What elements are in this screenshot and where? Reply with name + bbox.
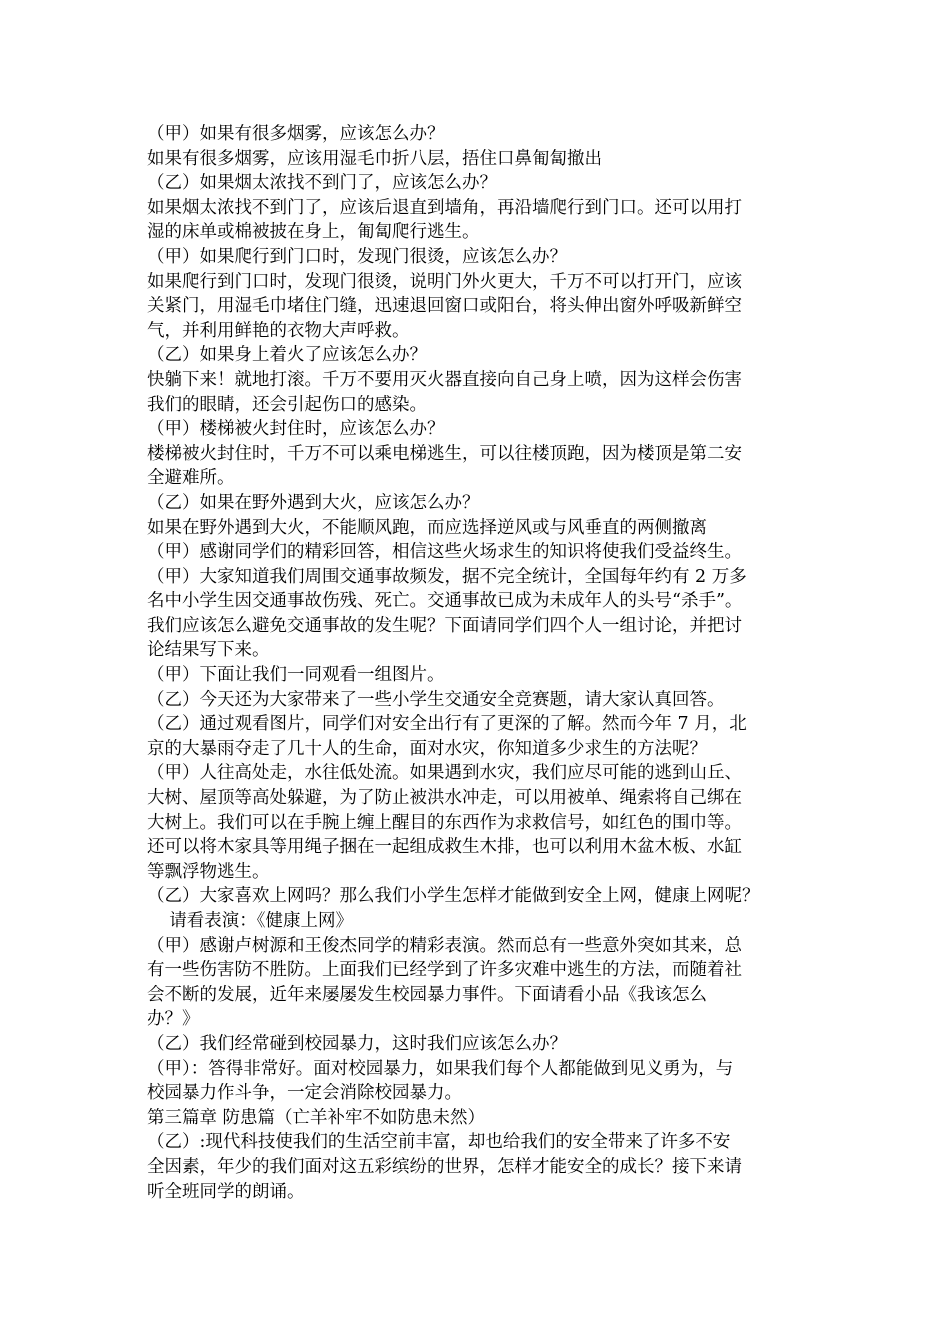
text-line: （乙）通过观看图片，同学们对安全出行有了更深的了解。然而今年 7 月，北: [147, 714, 747, 735]
text-line: （甲）如果爬行到门口时，发现门很烫，应该怎么办？: [147, 246, 567, 267]
text-line: 请看表演：《健康上网》: [147, 911, 354, 931]
text-line: 大树、屋顶等高处躲避，为了防止被洪水冲走，可以用被单、绳索将自己绑在: [147, 788, 742, 809]
text-line: 如果爬行到门口时，发现门很烫，说明门外火更大，千万不可以打开门，应该: [147, 271, 742, 292]
text-line: 楼梯被火封住时，千万不可以乘电梯逃生，可以往楼顶跑，因为楼顶是第二安: [147, 443, 742, 464]
text-line: （甲）：答得非常好。面对校园暴力，如果我们每个人都能做到见义勇为，与: [147, 1058, 734, 1079]
text-line: （甲）感谢卢树源和王俊杰同学的精彩表演。然而总有一些意外突如其来，总: [147, 935, 742, 956]
text-line: （乙）如果身上着火了应该怎么办？: [147, 345, 427, 366]
text-line: 听全班同学的朗诵。: [147, 1181, 305, 1202]
text-line: 气，并利用鲜艳的衣物大声呼救。: [147, 320, 410, 341]
text-line: （甲）感谢同学们的精彩回答，相信这些火场求生的知识将使我们受益终生。: [147, 542, 742, 563]
text-line: 有一些伤害防不胜防。上面我们已经学到了许多灾难中逃生的方法，而随着社: [147, 960, 742, 981]
text-line: 如果烟太浓找不到门了，应该后退直到墙角，再沿墙爬行到门口。还可以用打: [147, 197, 742, 218]
text-line: 湿的床单或棉被披在身上，匍匐爬行逃生。: [147, 222, 480, 243]
text-line: 名中小学生因交通事故伤残、死亡。交通事故已成为未成年人的头号“杀手”。: [147, 591, 743, 612]
text-line: 校园暴力作斗争，一定会消除校园暴力。: [147, 1083, 462, 1104]
text-line: （甲）下面让我们一同观看一组图片。: [147, 665, 445, 686]
text-line: 如果在野外遇到大火，不能顺风跑，而应选择逆风或与风垂直的两侧撤离: [147, 517, 707, 538]
text-line: 全避难所。: [147, 468, 235, 489]
text-line: （乙）我们经常碰到校园暴力，这时我们应该怎么办？: [147, 1033, 567, 1054]
text-line: （甲）大家知道我们周围交通事故频发，据不完全统计，全国每年约有 2 万多: [147, 566, 747, 587]
text-line: （甲）如果有很多烟雾，应该怎么办？: [147, 124, 445, 144]
document-body: [147, 122, 817, 1204]
text-line: 快躺下来！就地打滚。千万不要用灭火器直接向自己身上喷，因为这样会伤害: [147, 369, 742, 390]
text-line: 全因素，年少的我们面对这五彩缤纷的世界，怎样才能安全的成长？接下来请: [147, 1156, 742, 1177]
text-line: （乙）大家喜欢上网吗？那么我们小学生怎样才能做到安全上网，健康上网呢？: [147, 886, 760, 907]
text-line: （乙）如果烟太浓找不到门了，应该怎么办？: [147, 173, 497, 194]
text-line: 我们应该怎么避免交通事故的发生呢？下面请同学们四个人一组讨论，并把讨: [147, 615, 742, 636]
text-line: 等飘浮物逃生。: [147, 861, 270, 882]
text-line: 我们的眼睛，还会引起伤口的感染。: [147, 394, 427, 415]
text-line: 京的大暴雨夺走了几十人的生命，面对水灾，你知道多少求生的方法呢？: [147, 738, 707, 759]
text-line: 办？》: [147, 1009, 200, 1030]
text-line: 大树上。我们可以在手腕上缠上醒目的东西作为求救信号，如红色的围巾等。: [147, 812, 742, 833]
text-line: （甲）人往高处走，水往低处流。如果遇到水灾，我们应尽可能的逃到山丘、: [147, 763, 742, 784]
text-line: （甲）楼梯被火封住时，应该怎么办？: [147, 419, 445, 440]
text-line: （乙）如果在野外遇到大火，应该怎么办？: [147, 492, 480, 513]
text-line: 关紧门，用湿毛巾堵住门缝，迅速退回窗口或阳台，将头伸出窗外呼吸新鲜空: [147, 296, 742, 317]
text-line: 还可以将木家具等用绳子捆在一起组成救生木排，也可以利用木盆木板、水缸: [147, 837, 742, 858]
text-line: 论结果写下来。: [147, 640, 270, 661]
text-line: （乙）:现代科技使我们的生活空前丰富，却也给我们的安全带来了许多不安: [147, 1132, 731, 1153]
text-line: 如果有很多烟雾，应该用湿毛巾折八层，捂住口鼻匍匐撤出: [147, 148, 602, 169]
text-line: （乙）今天还为大家带来了一些小学生交通安全竞赛题，请大家认真回答。: [147, 689, 725, 710]
text-line: 第三篇章 防患篇（亡羊补牢不如防患未然）: [147, 1107, 486, 1128]
text-line: 会不断的发展，近年来屡屡发生校园暴力事件。下面请看小品《我该怎么: [147, 984, 707, 1005]
